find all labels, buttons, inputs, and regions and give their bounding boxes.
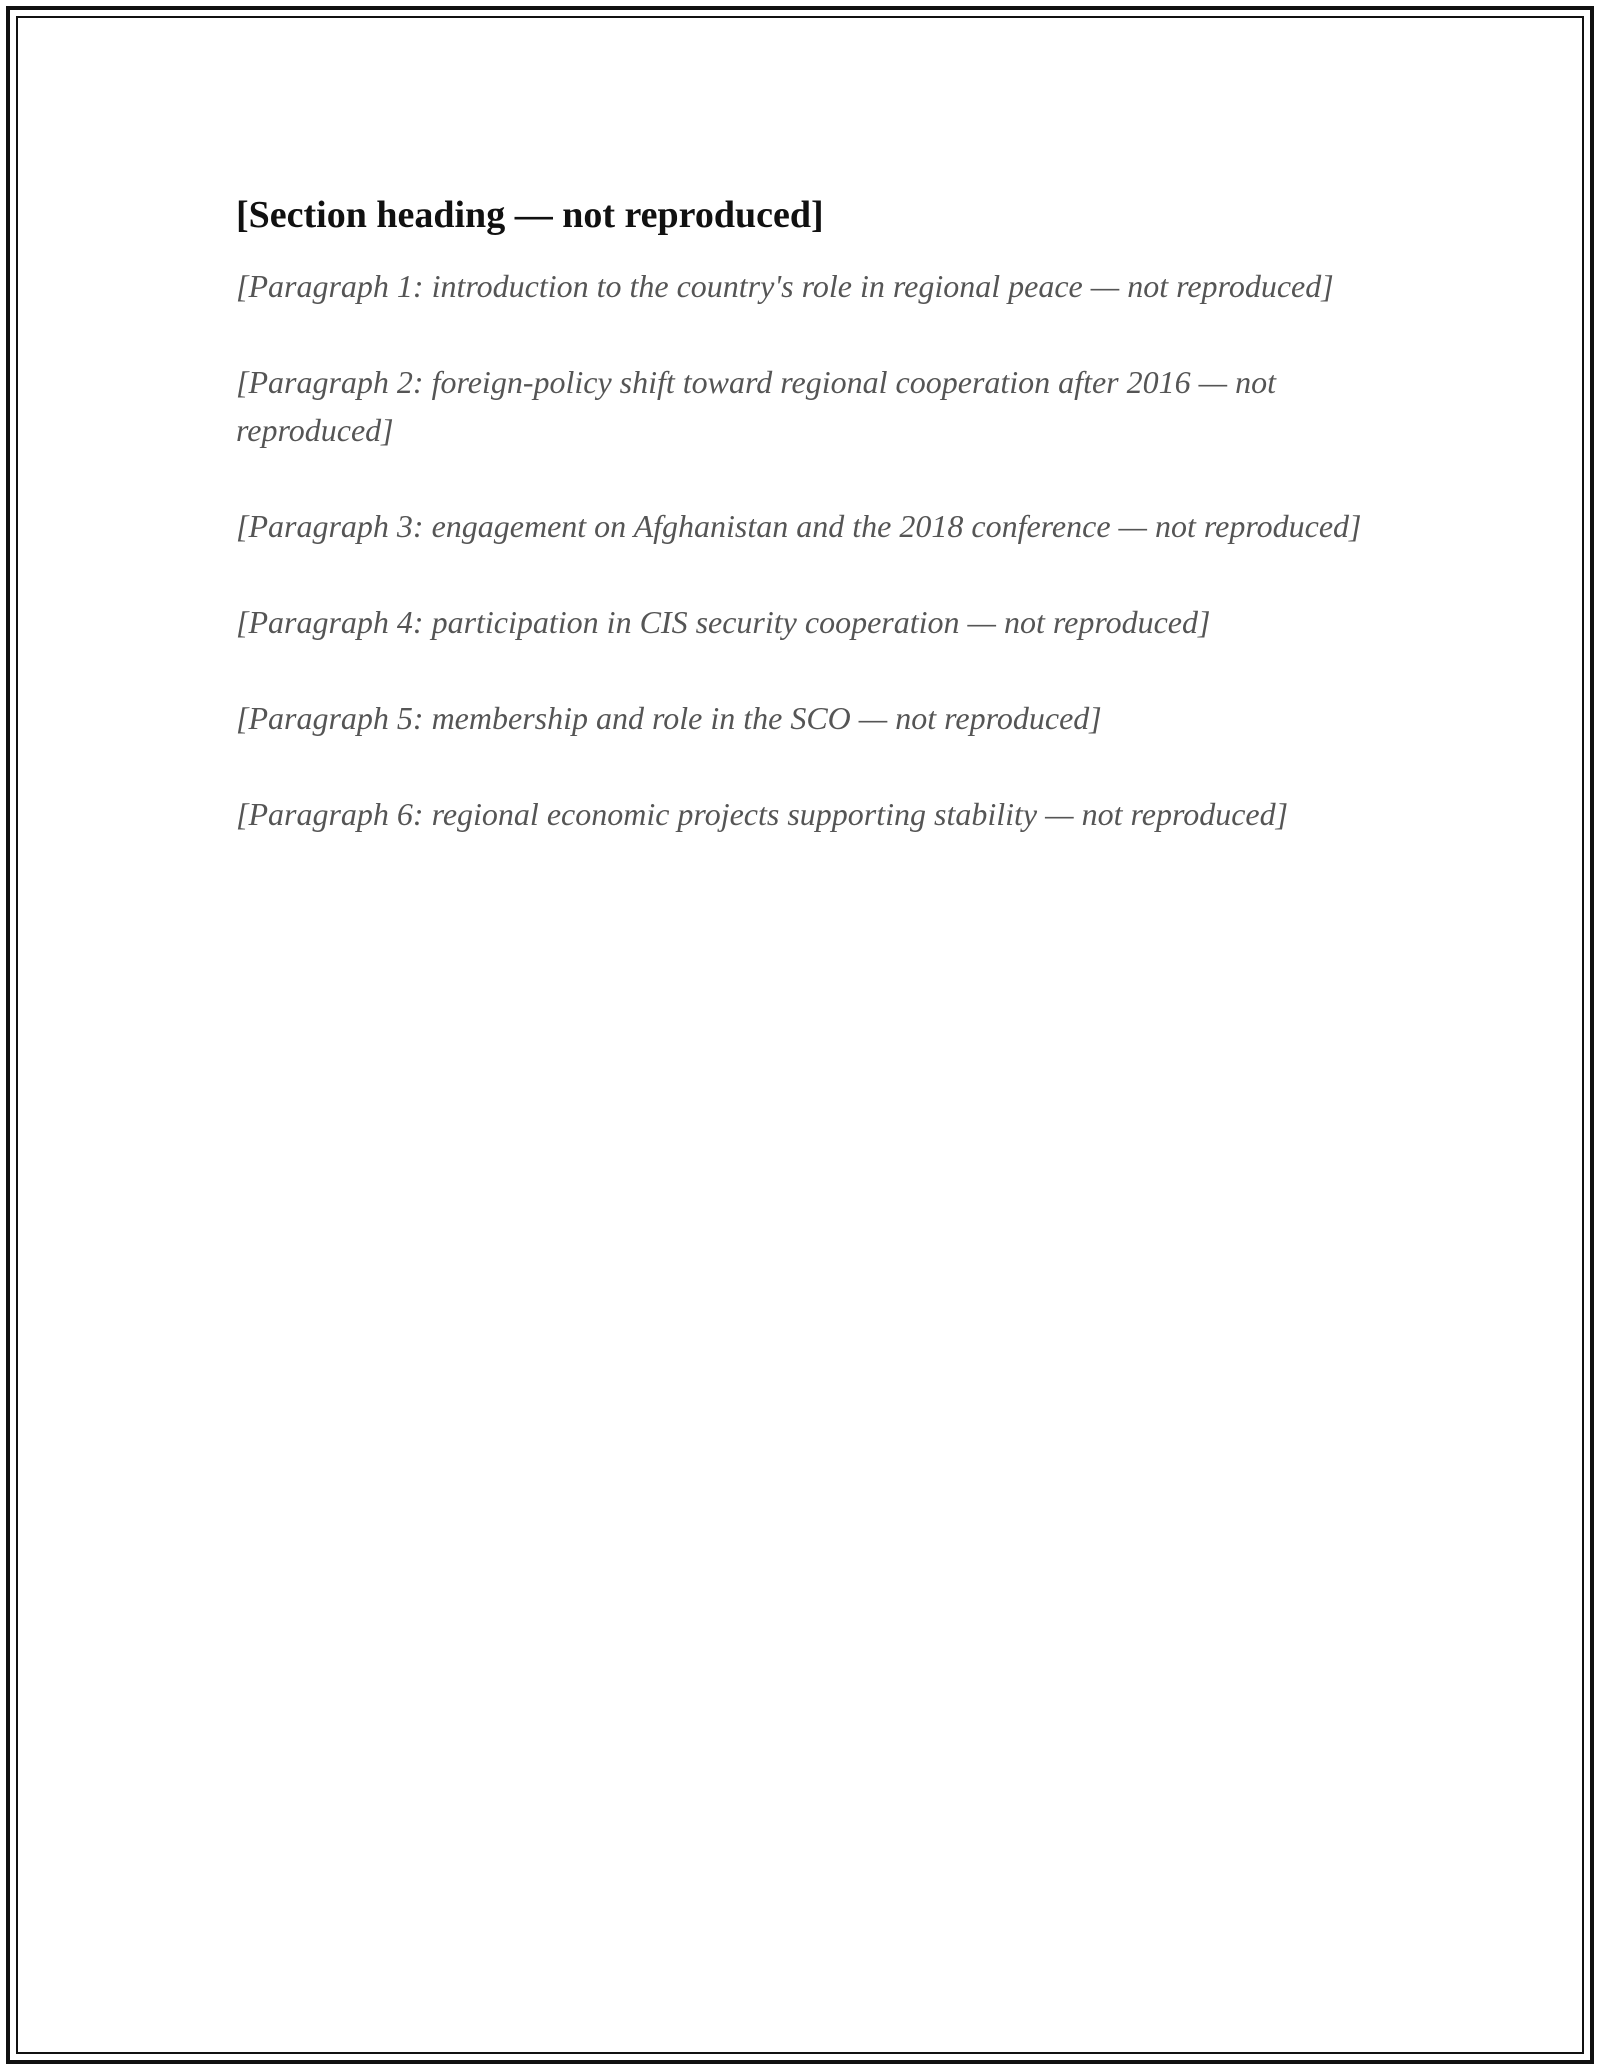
- paragraph-6: [Paragraph 6: regional economic projects supporting stability — not reproduced]: [236, 796, 1289, 832]
- paragraph-3: [Paragraph 3: engagement on Afghanistan and the 2018 conference — not reproduced]: [236, 508, 1362, 544]
- paragraph-1: [Paragraph 1: introduction to the country's role in regional peace — not reproduced]: [236, 268, 1334, 304]
- paragraph-4: [Paragraph 4: participation in CIS security cooperation — not reproduced]: [236, 604, 1211, 640]
- document-body: [236, 188, 1376, 886]
- section-heading: [Section heading — not reproduced]: [236, 194, 824, 236]
- paragraph-2: [Paragraph 2: foreign-policy shift toward regional cooperation after 2016 — not reproduced]: [236, 364, 1276, 448]
- paragraph-5: [Paragraph 5: membership and role in the SCO — not reproduced]: [236, 700, 1102, 736]
